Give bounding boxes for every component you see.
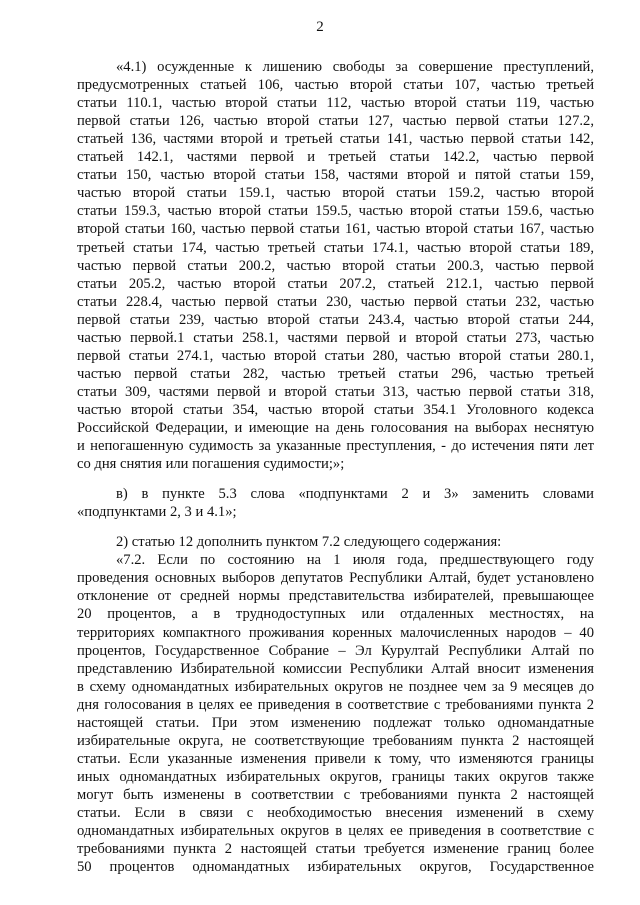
text-line: частью первой.1 статьи 258.1, частями первой и второй статьи 273, частью [77,330,594,346]
text-line: и непогашенную судимость за указанные преступления, - до истечения пяти лет [77,438,594,454]
text-line: 20 процентов, а в труднодоступных или отдаленных местностях, на [77,606,594,622]
text-line: в схему одномандатных избирательных округов не позднее чем за 9 месяцев до [77,679,594,695]
text-line: «7.2. Если по состоянию на 1 июля года, предшествующего году [116,552,594,568]
text-line: статьей 142.1, частями первой и третьей статьи 142.2, частью первой [77,149,594,165]
text-line: статьи 110.1, частью второй статьи 112, частью второй статьи 119, частью [77,95,594,111]
text-line: иных одномандатных избирательных округов, границы таких округов также [77,769,594,785]
text-line: статьи 205.2, частью второй статьи 207.2, статьей 212.1, частью первой [77,276,594,292]
text-line: одномандатных избирательных округов в целях ее приведения в соответствие с [77,823,594,839]
text-line: дня голосования в целях ее приведения в соответствие с требованиями пункта 2 [77,697,594,713]
text-line: статьи. Если в связи с необходимостью внесения изменений в схему [77,805,594,821]
text-line: статьи 228.4, частью первой статьи 230, частью первой статьи 232, частью [77,294,594,310]
text-line: первой статьи 274.1, частью второй статьи 280, частью второй статьи 280.1, [77,348,594,364]
text-line: процентов, Государственное Собрание – Эл Курултай Республики Алтай по [77,643,594,659]
text-line: первой статьи 126, частью второй статьи 127, частью первой статьи 127.2, [77,113,594,129]
text-line: Российской Федерации, и имеющие на день голосования на выборах неснятую [77,420,594,436]
text-line: статьи 159.3, частью второй статьи 159.5, частью второй статьи 159.6, частью [77,203,594,219]
text-line: предусмотренных статьей 106, частью второй статьи 107, частью третьей [77,77,594,93]
text-line: 2) статью 12 дополнить пунктом 7.2 следующего содержания: [116,534,502,550]
text-line: второй статьи 160, частью первой статьи 161, частью второй статьи 167, частью [77,221,594,237]
text-line: частью второй статьи 159.1, частью второй статьи 159.2, частью второй [77,185,594,201]
text-line: «подпунктами 2, 3 и 4.1»; [77,504,237,520]
text-line: «4.1) осужденные к лишению свободы за совершение преступлений, [116,59,594,75]
text-line: могут быть изменены в соответствии с требованиями пункта 2 настоящей [77,787,594,803]
text-line: частью второй статьи 354, частью второй статьи 354.1 Уголовного кодекса [77,402,594,418]
text-line: проведения основных выборов депутатов Республики Алтай, будет установлено [77,570,594,586]
page-number: 2 [316,19,324,35]
text-line: первой статьи 239, частью второй статьи 243.4, частью второй статьи 244, [77,312,594,328]
text-line: частью первой статьи 282, частью третьей статьи 296, частью третьей [77,366,594,382]
text-line: отклонение от средней нормы представительства избирателей, превышающее [77,588,594,604]
text-line: представлению Избирательной комиссии Республики Алтай вносит изменения [77,661,594,677]
text-line: частью первой статьи 200.2, частью второй статьи 200.3, частью первой [77,258,594,274]
text-line: избирательные округа, не соответствующие требованиям пункта 2 настоящей [77,733,594,749]
text-line: со дня снятия или погашения судимости;»; [77,456,345,472]
text-line: третьей статьи 174, частью третьей статьи 174.1, частью второй статьи 189, [77,240,594,256]
text-line: в) в пункте 5.3 слова «подпунктами 2 и 3» заменить словами [116,486,594,502]
text-line: 50 процентов одномандатных избирательных округов, Государственное [77,859,594,875]
text-line: статьи 309, частями первой и второй статьи 313, частью первой статьи 318, [77,384,594,400]
text-line: статьи 150, частью второй статьи 158, частями второй и пятой статьи 159, [77,167,594,183]
text-line: территориях компактного проживания коренных малочисленных народов – 40 [77,625,594,641]
text-line: настоящей статьи. При этом изменению подлежат только одномандатные [77,715,594,731]
text-line: статьи. Если указанные изменения привели к тому, что изменяются границы [77,751,594,767]
text-line: статьей 136, частями второй и третьей статьи 141, частью первой статьи 142, [77,131,594,147]
text-line: требованиями пункта 2 настоящей статьи требуется изменение границ более [77,841,594,857]
